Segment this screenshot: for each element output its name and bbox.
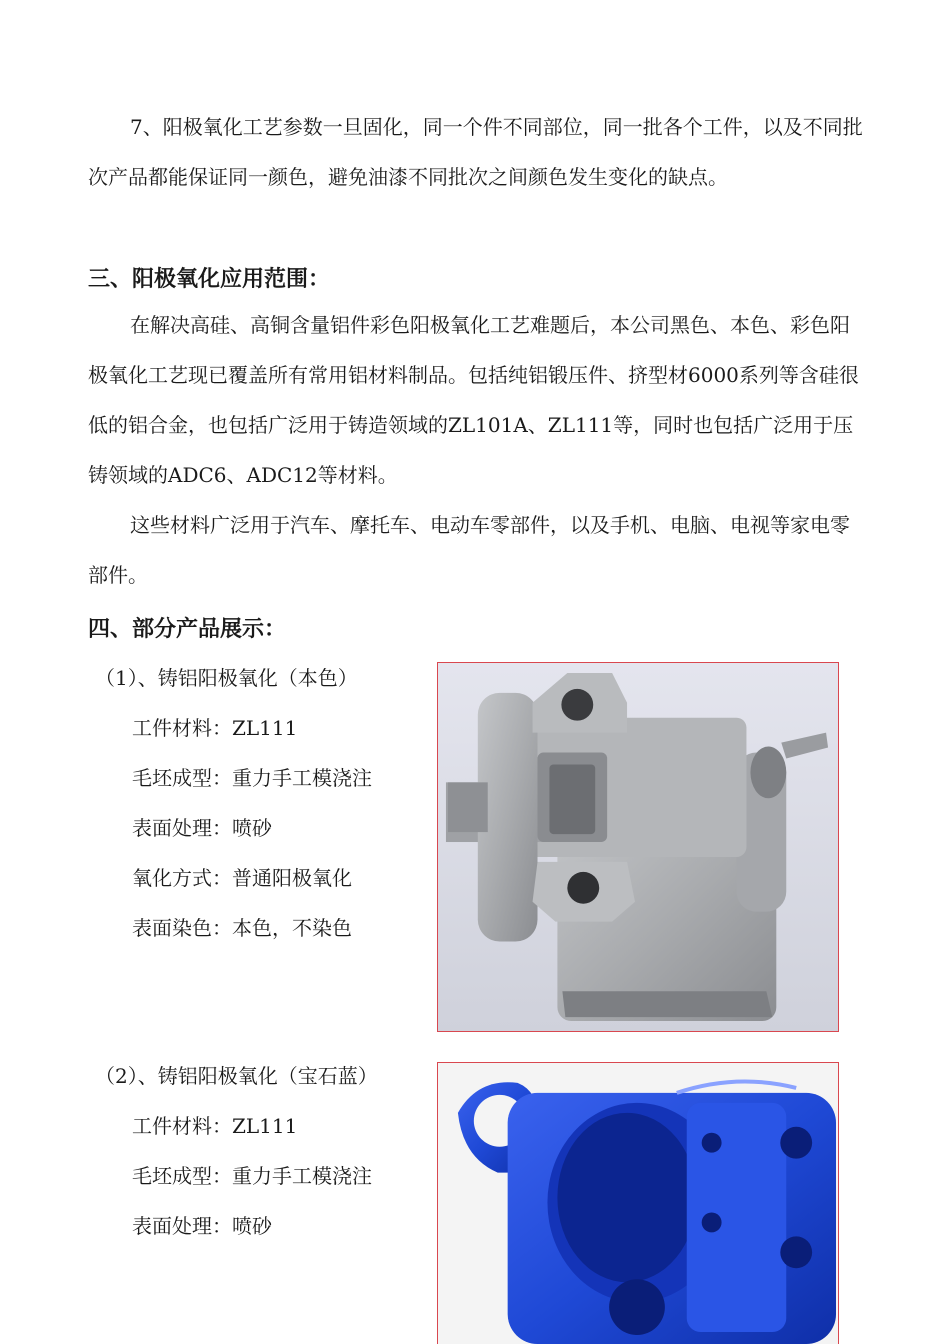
product-2-photo: [437, 1062, 839, 1344]
section-3-paragraph-2: 这些材料广泛用于汽车、摩托车、电动车零部件，以及手机、电脑、电视等家电零部件。: [88, 513, 850, 587]
product-2-title: （2）、铸铝阳极氧化（宝石蓝）: [95, 1064, 378, 1088]
section-3-paragraph-1: 在解决高硅、高铜含量铝件彩色阳极氧化工艺难题后，本公司黑色、本色、彩色阳极氧化工艺现已覆盖所有常用铝材料制品。包括纯铝锻压件、挤型材6000系列等含硅很低的铝合金，也包括广泛用于铸造领域的ZL101A、ZL111等，同时也包括广泛用于压铸领域的ADC6、ADC12等材料。: [88, 313, 859, 487]
product-1-material: 工件材料：ZL111: [132, 716, 298, 740]
product-1-forming: 毛坯成型：重力手工模浇注: [132, 766, 372, 790]
section-4-heading: 四、部分产品展示：: [88, 617, 287, 642]
product-2-forming: 毛坯成型：重力手工模浇注: [132, 1164, 372, 1188]
paragraph-7: 7、阳极氧化工艺参数一旦固化，同一个件不同部位，同一批各个工件，以及不同批次产品都能保证同一颜色，避免油漆不同批次之间颜色发生变化的缺点。: [88, 115, 863, 189]
product-1-surface: 表面处理：喷砂: [132, 816, 272, 840]
product-2-surface: 表面处理：喷砂: [132, 1214, 272, 1238]
product-1-dye: 表面染色：本色，不染色: [132, 916, 352, 940]
section-3-heading: 三、阳极氧化应用范围：: [88, 267, 331, 292]
product-2-material: 工件材料：ZL111: [132, 1114, 298, 1138]
product-1-title: （1）、铸铝阳极氧化（本色）: [95, 666, 358, 690]
product-1-oxidation: 氧化方式：普通阳极氧化: [132, 866, 352, 890]
product-1-photo: [437, 662, 839, 1032]
